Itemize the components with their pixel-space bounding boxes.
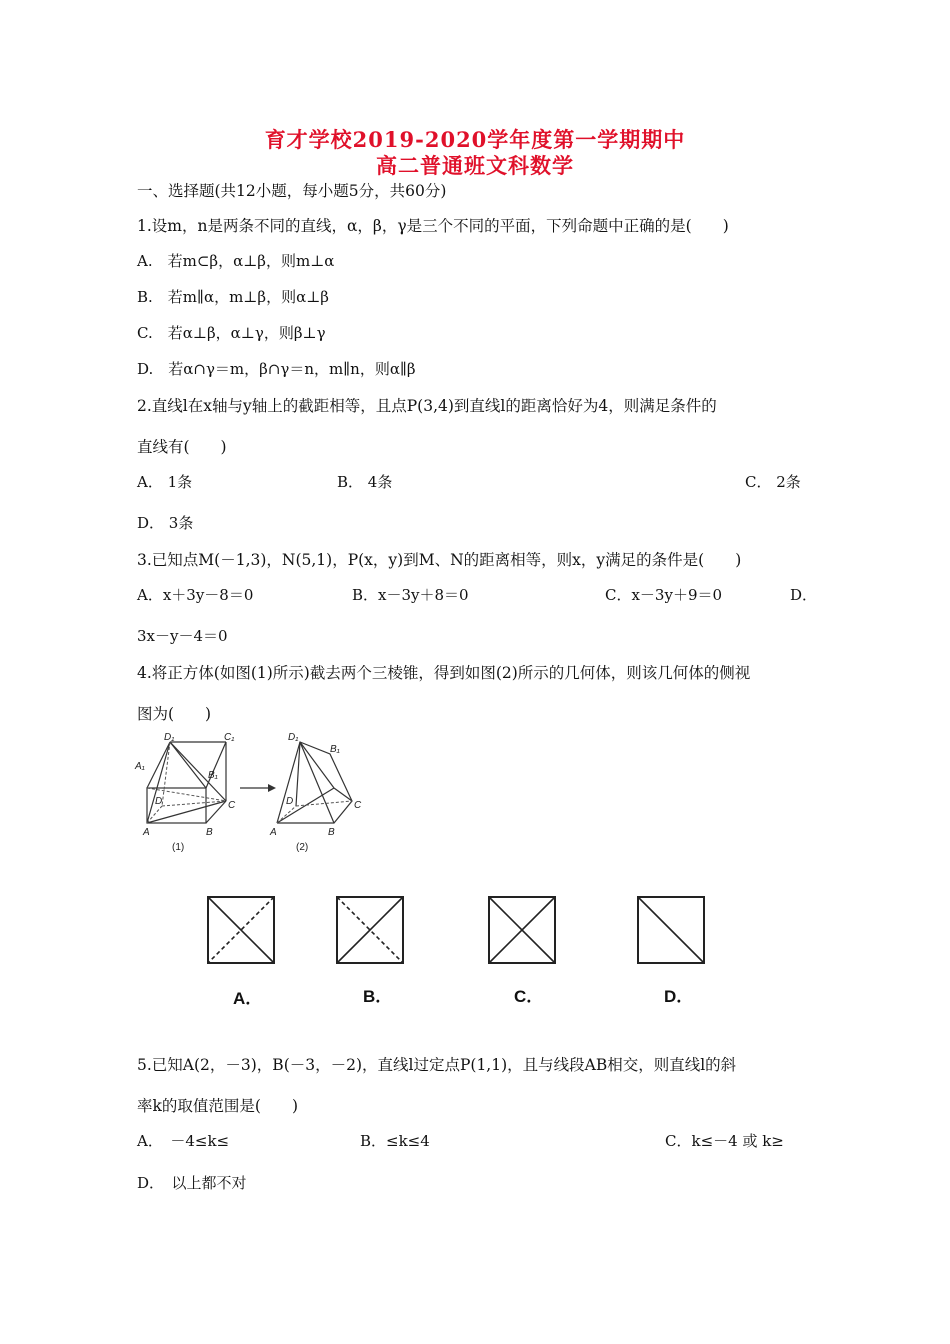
fig2-label-d1: D₁ — [288, 732, 299, 743]
view-option-c — [487, 895, 559, 967]
q2-option-d: D． 3条 — [137, 514, 194, 532]
view-label-a: A． — [233, 989, 263, 1008]
fig1-label-d1: D₁ — [164, 732, 175, 743]
q3-option-d-text: 3x－y－4＝0 — [137, 627, 228, 645]
q1-option-c: C. 若α⊥β，α⊥γ，则β⊥γ — [137, 324, 326, 342]
solid-figure-2 — [262, 728, 372, 854]
view-label-b: B． — [363, 987, 393, 1006]
q1-option-a: A. 若m⊂β，α⊥β，则m⊥α — [137, 252, 335, 270]
fig1-label-b: B — [206, 827, 213, 838]
fig2-label-c: C — [354, 800, 362, 811]
view-option-b — [335, 895, 407, 967]
q2-stem-line1: 2.直线l在x轴与y轴上的截距相等，且点P(3,4)到直线l的距离恰好为4，则满足条件的 — [137, 397, 717, 415]
section-heading: 一、选择题(共12小题，每小题5分，共60分) — [137, 182, 447, 200]
fig1-label-a: A — [143, 827, 150, 838]
q2-option-a: A． 1条 — [137, 473, 193, 491]
q3-option-d-label: D． — [790, 586, 818, 604]
q1-stem: 1.设m，n是两条不同的直线，α，β，γ是三个不同的平面，下列命题中正确的是( ) — [137, 217, 729, 235]
view-option-a — [206, 895, 278, 967]
q3-option-a: A．x＋3y－8＝0 — [137, 586, 254, 604]
fig2-caption: (2) — [296, 842, 309, 853]
q5-option-a: A． －4≤k≤ — [137, 1132, 230, 1150]
view-label-c: C． — [514, 987, 544, 1006]
q4-stem-line1: 4.将正方体(如图(1)所示)截去两个三棱锥，得到如图(2)所示的几何体，则该几何体的侧视 — [137, 664, 751, 682]
exam-subtitle: 高二普通班文科数学 — [376, 153, 574, 178]
q2-option-c: C． 2条 — [745, 473, 801, 491]
q1-option-b: B. 若m∥α，m⊥β，则α⊥β — [137, 288, 329, 306]
fig2-label-a: A — [270, 827, 277, 838]
q3-option-b: B．x－3y＋8＝0 — [352, 586, 469, 604]
fig2-label-d: D — [286, 796, 294, 807]
q3-option-c: C．x－3y＋9＝0 — [605, 586, 723, 604]
q3-stem: 3.已知点M(－1,3)，N(5,1)，P(x，y)到M、N的距离相等，则x，y满足的条件是( ) — [137, 551, 742, 569]
fig1-label-c1: C₁ — [224, 732, 235, 743]
q5-stem-line1: 5.已知A(2，－3)，B(－3，－2)，直线l过定点P(1,1)，且与线段AB相交，则直线l的斜 — [137, 1056, 737, 1074]
fig1-label-d: D — [155, 796, 163, 807]
fig2-label-b1: B₁ — [330, 744, 340, 755]
fig1-caption: (1) — [172, 842, 185, 853]
fig1-label-c: C — [228, 800, 236, 811]
q5-option-b: B．≤k≤4 — [360, 1132, 430, 1150]
view-option-d — [636, 895, 708, 967]
q5-option-d: D． 以上都不对 — [137, 1174, 247, 1192]
q2-stem-line2: 直线有( ) — [137, 438, 227, 456]
cube-figure-1 — [130, 728, 250, 854]
fig1-label-b1: B₁ — [208, 770, 218, 781]
exam-title: 育才学校2019-2020学年度第一学期期中 — [264, 127, 686, 152]
q5-option-c: C．k≤－4 或 k≥ — [665, 1132, 784, 1150]
fig2-label-b: B — [328, 827, 335, 838]
fig1-label-a1: A₁ — [135, 761, 145, 772]
q5-stem-line2: 率k的取值范围是( ) — [137, 1097, 298, 1115]
view-label-d: D． — [664, 987, 694, 1006]
q1-option-d: D. 若α∩γ＝m，β∩γ＝n，m∥n，则α∥β — [137, 360, 416, 378]
q4-stem-line2: 图为( ) — [137, 705, 212, 723]
q2-option-b: B． 4条 — [337, 473, 393, 491]
